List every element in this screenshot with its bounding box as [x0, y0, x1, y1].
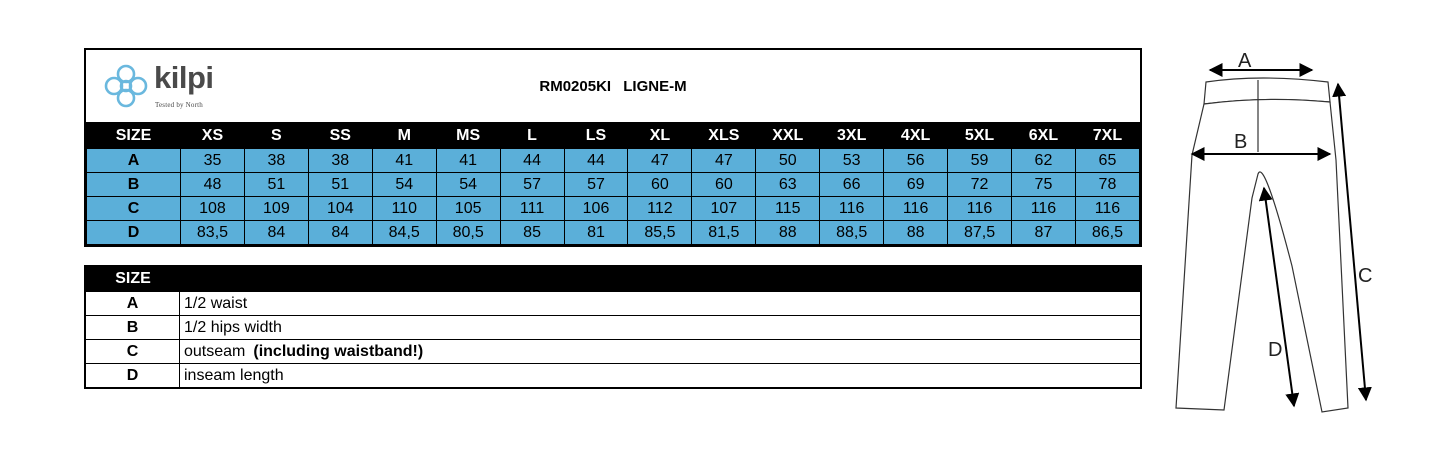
measurement-value: 84,5: [372, 221, 436, 245]
size-column-header: XS: [181, 124, 245, 149]
legend-key: B: [86, 316, 180, 339]
size-column-header: L: [500, 124, 564, 149]
legend-text: 1/2 hips width: [184, 319, 282, 336]
measurement-row: [87, 173, 1140, 197]
measurement-row: [87, 221, 1140, 245]
measurement-value: 109: [244, 197, 308, 221]
size-column-header: XLS: [692, 124, 756, 149]
measurement-label: D: [87, 221, 181, 245]
measurement-value: 54: [436, 173, 500, 197]
measurement-value: 116: [1011, 197, 1075, 221]
label-b: B: [1234, 131, 1248, 153]
measurement-value: 38: [308, 149, 372, 173]
size-grid: [86, 123, 1140, 245]
measurement-label: C: [87, 197, 181, 221]
measurement-value: 86,5: [1075, 221, 1139, 245]
legend-row: [86, 291, 1140, 315]
measurement-value: 51: [244, 173, 308, 197]
measurement-label: A: [87, 149, 181, 173]
measurement-value: 116: [820, 197, 884, 221]
legend-key: D: [86, 364, 180, 387]
measurement-value: 85: [500, 221, 564, 245]
measurement-value: 116: [1075, 197, 1139, 221]
measurement-value: 57: [500, 173, 564, 197]
size-column-header: 5XL: [948, 124, 1012, 149]
measurement-value: 87,5: [948, 221, 1012, 245]
size-column-header: M: [372, 124, 436, 149]
measurement-value: 108: [181, 197, 245, 221]
product-title: [86, 78, 1140, 95]
measurement-value: 88: [756, 221, 820, 245]
legend-key: C: [86, 340, 180, 363]
label-c: C: [1358, 265, 1373, 287]
measurement-row: [87, 197, 1140, 221]
measurement-value: 51: [308, 173, 372, 197]
legend-header-label: SIZE: [115, 270, 151, 287]
measurement-value: 60: [628, 173, 692, 197]
legend-table: [84, 265, 1142, 389]
legend-key: A: [86, 292, 180, 315]
size-column-header: S: [244, 124, 308, 149]
measurement-value: 35: [181, 149, 245, 173]
legend-description: [180, 316, 282, 339]
table-header: [86, 50, 1140, 123]
measurement-value: 105: [436, 197, 500, 221]
measurement-value: 59: [948, 149, 1012, 173]
measurement-value: 112: [628, 197, 692, 221]
legend-header: [86, 267, 1140, 291]
size-column-header: 4XL: [884, 124, 948, 149]
size-column-header: 6XL: [1011, 124, 1075, 149]
measurement-value: 63: [756, 173, 820, 197]
measurement-value: 106: [564, 197, 628, 221]
brand-tagline: Tested by North: [155, 101, 204, 109]
measurement-value: 44: [500, 149, 564, 173]
size-column-header: 3XL: [820, 124, 884, 149]
product-line: LIGNE-M: [623, 78, 687, 95]
measurement-value: 81,5: [692, 221, 756, 245]
label-d: D: [1268, 339, 1283, 361]
measurement-value: 57: [564, 173, 628, 197]
pants-diagram: [1170, 40, 1400, 430]
measurement-value: 44: [564, 149, 628, 173]
measurement-value: 78: [1075, 173, 1139, 197]
measurement-value: 80,5: [436, 221, 500, 245]
legend-description: [180, 340, 423, 363]
legend-description: [180, 364, 284, 387]
measurement-value: 72: [948, 173, 1012, 197]
legend-row: [86, 315, 1140, 339]
measurement-value: 54: [372, 173, 436, 197]
measurement-value: 47: [692, 149, 756, 173]
measurement-value: 62: [1011, 149, 1075, 173]
measurement-value: 56: [884, 149, 948, 173]
measurement-value: 47: [628, 149, 692, 173]
size-column-header: MS: [436, 124, 500, 149]
measurement-value: 53: [820, 149, 884, 173]
measurement-value: 87: [1011, 221, 1075, 245]
measurement-value: 66: [820, 173, 884, 197]
size-column-header: 7XL: [1075, 124, 1139, 149]
measurement-value: 60: [692, 173, 756, 197]
measurement-value: 115: [756, 197, 820, 221]
size-column-header: LS: [564, 124, 628, 149]
legend-text: 1/2 waist: [184, 295, 248, 312]
size-chart-table: [84, 48, 1142, 247]
legend-text: inseam length: [184, 367, 284, 384]
size-header-label: SIZE: [87, 124, 181, 149]
measurement-value: 104: [308, 197, 372, 221]
measurement-value: 65: [1075, 149, 1139, 173]
measurement-value: 116: [948, 197, 1012, 221]
measurement-value: 75: [1011, 173, 1075, 197]
legend-text: outseam: [184, 343, 246, 360]
measurement-row: [87, 149, 1140, 173]
measurement-value: 107: [692, 197, 756, 221]
legend-note: (including waistband!): [253, 343, 424, 360]
size-column-header: SS: [308, 124, 372, 149]
product-code: RM0205KI: [539, 78, 612, 95]
measurement-value: 50: [756, 149, 820, 173]
size-column-header: XL: [628, 124, 692, 149]
size-column-header: XXL: [756, 124, 820, 149]
measurement-value: 85,5: [628, 221, 692, 245]
measurement-value: 84: [308, 221, 372, 245]
measurement-value: 83,5: [181, 221, 245, 245]
label-a: A: [1238, 50, 1252, 72]
measurement-value: 41: [372, 149, 436, 173]
measurement-value: 111: [500, 197, 564, 221]
measurement-label: B: [87, 173, 181, 197]
pants-outline: [1176, 78, 1348, 412]
measurement-value: 81: [564, 221, 628, 245]
legend-row: [86, 363, 1140, 387]
legend-row: [86, 339, 1140, 363]
measurement-value: 88: [884, 221, 948, 245]
measurement-value: 38: [244, 149, 308, 173]
measurement-value: 88,5: [820, 221, 884, 245]
measurement-value: 41: [436, 149, 500, 173]
measurement-value: 84: [244, 221, 308, 245]
measurement-value: 110: [372, 197, 436, 221]
measurement-value: 48: [181, 173, 245, 197]
size-header-row: [87, 124, 1140, 149]
measurement-value: 116: [884, 197, 948, 221]
measurement-value: 69: [884, 173, 948, 197]
legend-description: [180, 292, 247, 315]
brand-name: kilpi: [154, 60, 214, 95]
